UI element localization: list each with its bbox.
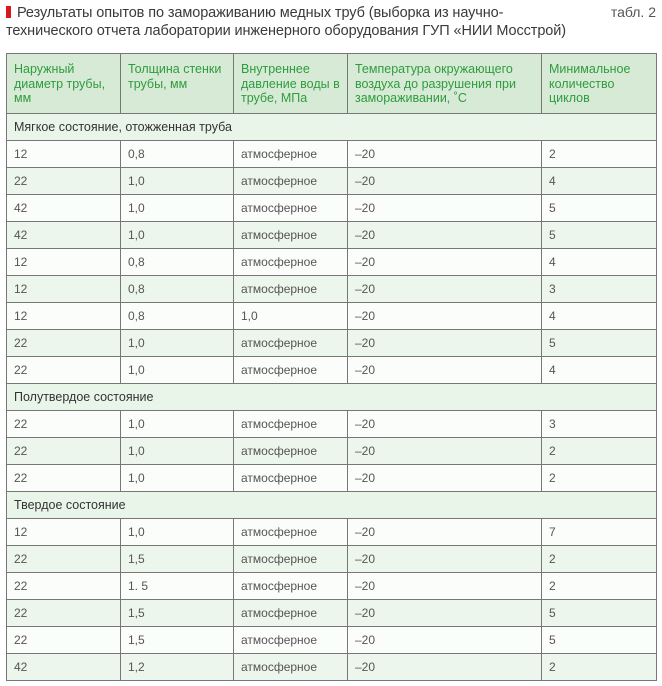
cell-min-cycles: 5	[542, 330, 657, 357]
table-row	[7, 330, 657, 357]
cell-wall-thickness: 1,0	[121, 438, 234, 465]
cell-wall-thickness: 1,5	[121, 600, 234, 627]
cell-wall-thickness: 1. 5	[121, 573, 234, 600]
cell-outer-diameter: 22	[7, 627, 121, 654]
cell-internal-pressure: атмосферное	[234, 357, 348, 384]
cell-internal-pressure: атмосферное	[234, 600, 348, 627]
cell-internal-pressure: атмосферное	[234, 276, 348, 303]
table-row	[7, 573, 657, 600]
cell-internal-pressure: атмосферное	[234, 654, 348, 681]
cell-ambient-temperature: –20	[348, 303, 542, 330]
cell-wall-thickness: 1,0	[121, 411, 234, 438]
cell-min-cycles: 2	[542, 573, 657, 600]
cell-min-cycles: 2	[542, 465, 657, 492]
results-table	[6, 53, 657, 681]
cell-outer-diameter: 42	[7, 195, 121, 222]
table-number: табл. 2	[610, 4, 656, 20]
section-row	[7, 114, 657, 141]
table-row	[7, 249, 657, 276]
cell-ambient-temperature: –20	[348, 168, 542, 195]
cell-min-cycles: 2	[542, 438, 657, 465]
cell-min-cycles: 3	[542, 411, 657, 438]
cell-ambient-temperature: –20	[348, 411, 542, 438]
cell-min-cycles: 4	[542, 357, 657, 384]
table-row	[7, 195, 657, 222]
table-row	[7, 357, 657, 384]
cell-ambient-temperature: –20	[348, 465, 542, 492]
cell-ambient-temperature: –20	[348, 573, 542, 600]
cell-outer-diameter: 42	[7, 654, 121, 681]
header-internal-pressure: Внутреннее давление воды в трубе, МПа	[234, 54, 348, 114]
cell-internal-pressure: атмосферное	[234, 627, 348, 654]
cell-outer-diameter: 42	[7, 222, 121, 249]
table-row	[7, 465, 657, 492]
cell-ambient-temperature: –20	[348, 222, 542, 249]
cell-wall-thickness: 1,0	[121, 465, 234, 492]
header-row	[7, 54, 657, 114]
caption-title: Результаты опытов по замораживанию медных труб (выборка из научно-технического отчета лаборатории инженерного оборудования ГУП «НИИ Мосстрой)	[6, 5, 567, 39]
cell-min-cycles: 5	[542, 195, 657, 222]
table-row	[7, 303, 657, 330]
cell-wall-thickness: 0,8	[121, 303, 234, 330]
cell-outer-diameter: 12	[7, 303, 121, 330]
header-wall-thickness: Толщина стенки трубы, мм	[121, 54, 234, 114]
cell-ambient-temperature: –20	[348, 546, 542, 573]
cell-internal-pressure: атмосферное	[234, 168, 348, 195]
cell-internal-pressure: атмосферное	[234, 249, 348, 276]
cell-outer-diameter: 22	[7, 546, 121, 573]
cell-outer-diameter: 22	[7, 357, 121, 384]
cell-outer-diameter: 22	[7, 573, 121, 600]
cell-ambient-temperature: –20	[348, 519, 542, 546]
cell-outer-diameter: 12	[7, 276, 121, 303]
table-row	[7, 276, 657, 303]
cell-internal-pressure: атмосферное	[234, 411, 348, 438]
cell-min-cycles: 5	[542, 600, 657, 627]
red-marker-icon	[6, 6, 11, 18]
section-title: Мягкое состояние, отожженная труба	[7, 114, 657, 141]
cell-outer-diameter: 12	[7, 519, 121, 546]
cell-wall-thickness: 1,0	[121, 195, 234, 222]
cell-ambient-temperature: –20	[348, 195, 542, 222]
cell-min-cycles: 3	[542, 276, 657, 303]
cell-outer-diameter: 22	[7, 411, 121, 438]
cell-min-cycles: 5	[542, 627, 657, 654]
table-caption	[6, 4, 566, 40]
cell-outer-diameter: 22	[7, 168, 121, 195]
cell-internal-pressure: атмосферное	[234, 573, 348, 600]
cell-ambient-temperature: –20	[348, 654, 542, 681]
table-row	[7, 438, 657, 465]
cell-min-cycles: 5	[542, 222, 657, 249]
header-ambient-temperature: Температура окружающего воздуха до разрушения при замораживании, ˚С	[348, 54, 542, 114]
table-row	[7, 627, 657, 654]
cell-internal-pressure: атмосферное	[234, 141, 348, 168]
cell-wall-thickness: 0,8	[121, 141, 234, 168]
table-row	[7, 141, 657, 168]
cell-internal-pressure: атмосферное	[234, 465, 348, 492]
cell-internal-pressure: атмосферное	[234, 546, 348, 573]
cell-outer-diameter: 22	[7, 330, 121, 357]
table-row	[7, 168, 657, 195]
cell-wall-thickness: 0,8	[121, 249, 234, 276]
table-row	[7, 222, 657, 249]
section-row	[7, 492, 657, 519]
table-row	[7, 546, 657, 573]
cell-internal-pressure: атмосферное	[234, 519, 348, 546]
cell-wall-thickness: 1,5	[121, 546, 234, 573]
cell-ambient-temperature: –20	[348, 276, 542, 303]
cell-min-cycles: 4	[542, 303, 657, 330]
section-title: Полутвердое состояние	[7, 384, 657, 411]
cell-internal-pressure: атмосферное	[234, 330, 348, 357]
cell-outer-diameter: 12	[7, 141, 121, 168]
table-body	[7, 114, 657, 681]
cell-wall-thickness: 0,8	[121, 276, 234, 303]
cell-ambient-temperature: –20	[348, 141, 542, 168]
cell-ambient-temperature: –20	[348, 249, 542, 276]
cell-ambient-temperature: –20	[348, 330, 542, 357]
table-row	[7, 654, 657, 681]
header-outer-diameter: Наружный диаметр трубы, мм	[7, 54, 121, 114]
cell-wall-thickness: 1,0	[121, 519, 234, 546]
cell-internal-pressure: атмосферное	[234, 195, 348, 222]
cell-min-cycles: 4	[542, 249, 657, 276]
cell-outer-diameter: 22	[7, 465, 121, 492]
table-row	[7, 411, 657, 438]
table-row	[7, 600, 657, 627]
cell-outer-diameter: 22	[7, 438, 121, 465]
cell-outer-diameter: 22	[7, 600, 121, 627]
cell-min-cycles: 2	[542, 141, 657, 168]
cell-internal-pressure: атмосферное	[234, 438, 348, 465]
cell-ambient-temperature: –20	[348, 627, 542, 654]
cell-wall-thickness: 1,0	[121, 222, 234, 249]
cell-wall-thickness: 1,0	[121, 168, 234, 195]
cell-wall-thickness: 1,5	[121, 627, 234, 654]
cell-internal-pressure: 1,0	[234, 303, 348, 330]
cell-ambient-temperature: –20	[348, 438, 542, 465]
cell-internal-pressure: атмосферное	[234, 222, 348, 249]
cell-min-cycles: 4	[542, 168, 657, 195]
header-min-cycles: Минимальное количество циклов	[542, 54, 657, 114]
section-title: Твердое состояние	[7, 492, 657, 519]
cell-ambient-temperature: –20	[348, 357, 542, 384]
cell-wall-thickness: 1,0	[121, 357, 234, 384]
cell-outer-diameter: 12	[7, 249, 121, 276]
cell-min-cycles: 7	[542, 519, 657, 546]
cell-wall-thickness: 1,0	[121, 330, 234, 357]
cell-ambient-temperature: –20	[348, 600, 542, 627]
cell-min-cycles: 2	[542, 654, 657, 681]
cell-wall-thickness: 1,2	[121, 654, 234, 681]
cell-min-cycles: 2	[542, 546, 657, 573]
table-row	[7, 519, 657, 546]
section-row	[7, 384, 657, 411]
